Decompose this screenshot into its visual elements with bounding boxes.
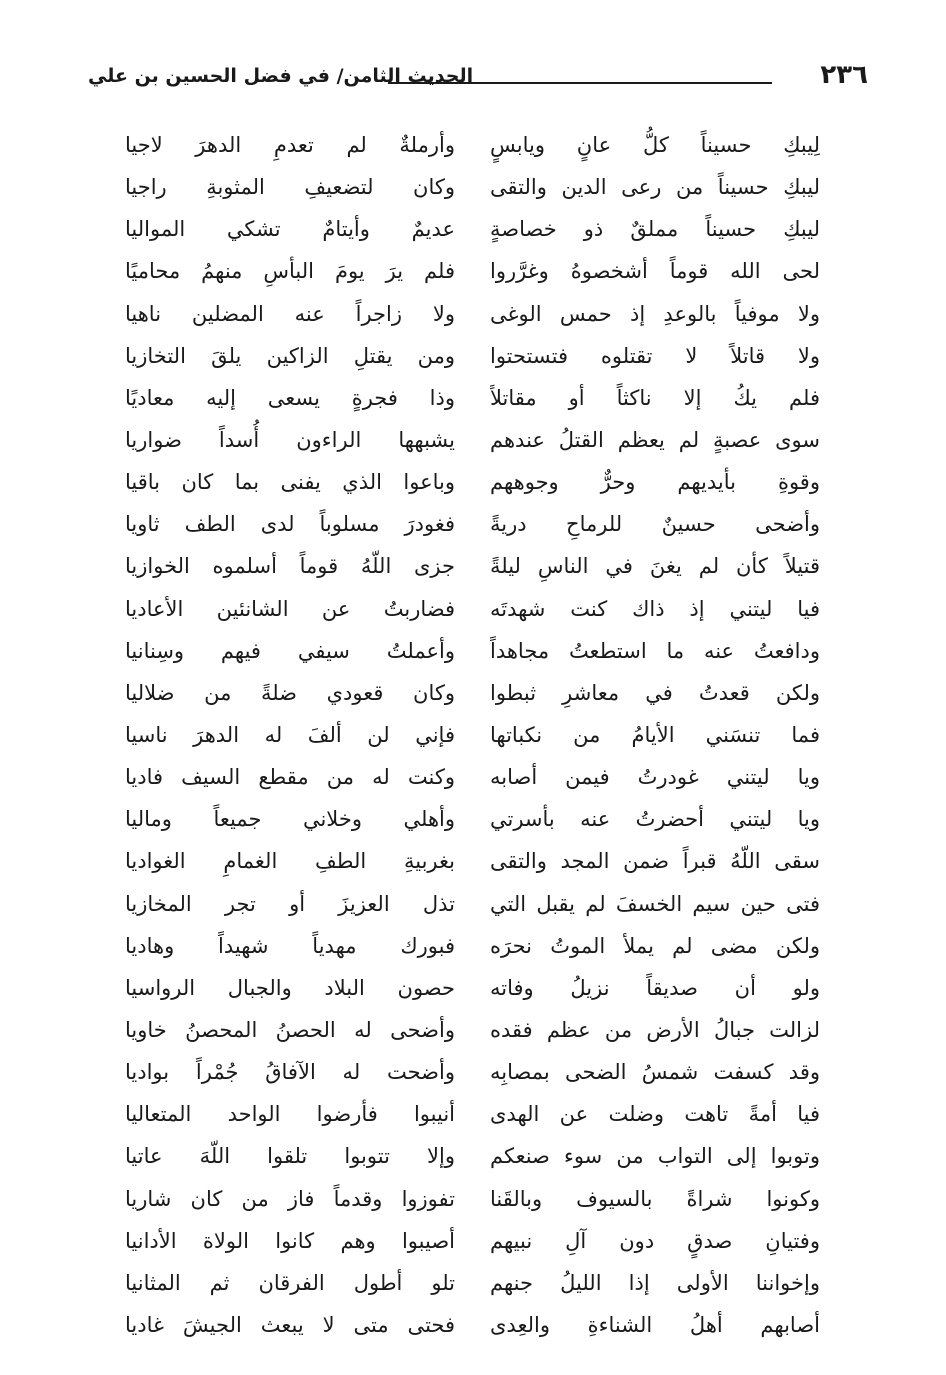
page-number: ٢٣٦ xyxy=(820,60,868,90)
verse-left-12: فضاربتُ عن الشانئين الأعاديا xyxy=(125,596,455,621)
verse-right-7: فلم يكُ إلا ناكثاً أو مقاتلاً xyxy=(490,385,820,410)
verse-right-24: فيا أمةً تاهت وضلت عن الهدى xyxy=(490,1102,820,1127)
verse-right-25: وتوبوا إلى التواب من سوء صنعكم xyxy=(490,1144,820,1169)
verse-right-13: ودافعتُ عنه ما استطعتُ مجاهداً xyxy=(490,638,820,663)
verse-right-20: ولكن مضى لم يملأ الموتُ نحرَه xyxy=(490,933,820,958)
verse-left-14: وكان قعودي ضلةً من ضلاليا xyxy=(125,680,455,705)
verse-left-18: بغربيةِ الطفِ الغمامِ الغواديا xyxy=(125,849,455,874)
verse-left-5: ولا زاجراً عنه المضلين ناهيا xyxy=(125,301,455,326)
verse-left-1: وأرملةٌ لم تعدمِ الدهرَ لاجيا xyxy=(125,133,455,157)
verse-left-16: وكنت له من مقطع السيف فاديا xyxy=(125,765,455,790)
poem-column-right xyxy=(490,124,820,1346)
verse-right-1: لِيبكِ حسيناً كلُّ عانٍ ويابسٍ xyxy=(490,133,820,157)
verse-left-24: أنيبوا فأرضوا الواحد المتعاليا xyxy=(125,1102,455,1127)
verse-left-20: فبورك مهدياً شهيداً وهاديا xyxy=(125,933,455,958)
verse-right-10: وأضحى حسينٌ للرماحِ دريةً xyxy=(490,512,820,537)
verse-right-2: ليبكِ حسيناً من رعى الدين والتقى xyxy=(490,175,820,200)
verse-left-2: وكان لتضعيفِ المثوبةِ راجيا xyxy=(125,175,455,200)
verse-right-5: ولا موفياً بالوعدِ إذ حمس الوغى xyxy=(490,301,820,326)
verse-right-17: ويا ليتني أحضرتُ عنه بأسرتي xyxy=(490,807,820,832)
verse-right-3: ليبكِ حسيناً مملقٌ ذو خصاصةٍ xyxy=(490,217,820,242)
verse-left-19: تذل العزيزَ أو تجر المخازيا xyxy=(125,891,455,916)
verse-right-27: وفتيانِ صدقٍ دون آلِ نبيهم xyxy=(490,1228,820,1253)
verse-left-21: حصون البلاد والجبال الرواسيا xyxy=(125,975,455,1000)
verse-right-12: فيا ليتني إذ ذاك كنت شهدتَه xyxy=(490,596,820,621)
verse-left-7: وذا فجرةٍ يسعى إليه معاديًا xyxy=(125,385,455,410)
verse-right-26: وكونوا شراةً بالسيوف وبالقَنا xyxy=(490,1186,820,1211)
verse-left-6: ومن يقتلِ الزاكين يلقَ التخازيا xyxy=(125,343,455,368)
chapter-title: الحديث الثامن/ في فضل الحسين بن علي xyxy=(88,65,474,87)
verse-left-13: وأعملتُ سيفي فيهم وسِنانيا xyxy=(125,638,455,663)
verse-left-17: وأهلي وخلاني جميعاً وماليا xyxy=(125,807,455,832)
verse-left-3: عديمٌ وأيتامٌ تشكي المواليا xyxy=(125,217,455,242)
verse-left-15: فإني لن ألفَ له الدهرَ ناسيا xyxy=(125,722,455,747)
verse-right-23: وقد كسفت شمسُ الضحى بمصابِه xyxy=(490,1060,820,1085)
verse-left-23: وأضحت له الآفاقُ جُمْراً بواديا xyxy=(125,1060,455,1085)
verse-left-11: جزى اللّهُ قوماً أسلموه الخوازيا xyxy=(125,554,455,579)
poem-column-left xyxy=(125,124,455,1346)
verse-right-9: وقوةِ بأيديهم وحرٌّ وجوههم xyxy=(490,470,820,495)
verse-left-29: فحتى متى لا يبعث الجيشَ غاديا xyxy=(125,1312,455,1337)
verse-right-8: سوى عصبةٍ لم يعظم القتلُ عندهم xyxy=(490,427,820,452)
verse-left-4: فلم يرَ يومَ البأسِ منهمُ محاميًا xyxy=(125,259,455,284)
verse-right-15: فما تنسَني الأيامُ من نكباتها xyxy=(490,722,820,747)
verse-right-21: ولو أن صديقاً نزيلُ وفاته xyxy=(490,975,820,1000)
verse-left-8: يشبهها الراءون أُسداً ضواريا xyxy=(125,427,455,452)
verse-right-11: قتيلاً كأن لم يغنَ في الناسِ ليلةً xyxy=(490,554,820,579)
verse-right-22: لزالت جبالُ الأرض من عظم فقده xyxy=(490,1017,820,1042)
verse-right-4: لحى الله قوماً أشخصوهُ وغرَّروا xyxy=(490,259,820,284)
verse-right-19: فتى حين سيم الخسفَ لم يقبل التي xyxy=(490,891,820,916)
verse-right-6: ولا قاتلاً لا تقتلوه فتستحتوا xyxy=(490,343,820,368)
verse-left-26: تفوزوا وقدماً فاز من كان شاريا xyxy=(125,1186,455,1211)
verse-left-9: وباعوا الذي يفنى بما كان باقيا xyxy=(125,470,455,495)
verse-left-10: فغودرَ مسلوباً لدى الطف ثاويا xyxy=(125,512,455,537)
verse-right-28: وإخواننا الأولى إذا الليلُ جنهم xyxy=(490,1270,820,1295)
verse-right-16: ويا ليتني غودرتُ فيمن أصابه xyxy=(490,765,820,790)
verse-left-28: تلو أطول الفرقان ثم المثانيا xyxy=(125,1270,455,1295)
verse-right-18: سقى اللّهُ قبراً ضمن المجد والتقى xyxy=(490,849,820,874)
verse-left-22: وأضحى له الحصنُ المحصنُ خاويا xyxy=(125,1017,455,1042)
verse-left-25: وإلا تتوبوا تلقوا اللّهَ عاتيا xyxy=(125,1144,455,1169)
verse-right-14: ولكن قعدتُ في معاشرِ ثبطوا xyxy=(490,680,820,705)
page-header xyxy=(88,58,868,98)
verse-left-27: أصيبوا وهم كانوا الولاة الأدانيا xyxy=(125,1228,455,1253)
verse-right-29: أصابهم أهلُ الشناءةِ والعِدى xyxy=(490,1312,820,1337)
